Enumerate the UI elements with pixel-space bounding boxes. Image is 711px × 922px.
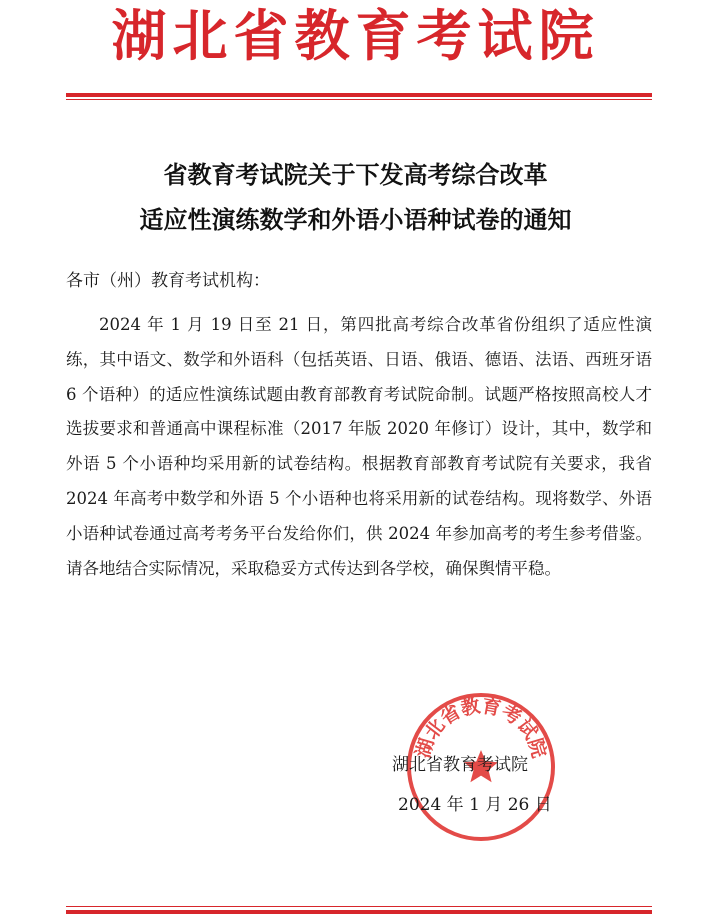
footer-rule-thin	[66, 906, 652, 907]
document-title-line-1: 省教育考试院关于下发高考综合改革	[163, 161, 548, 189]
issuer-letterhead: 湖北省教育考试院	[111, 4, 600, 68]
issue-date: 2024 年 1 月 26 日	[398, 795, 552, 815]
document-title-line-2: 适应性演练数学和外语小语种试卷的通知	[139, 206, 572, 234]
footer-rule-thick	[66, 910, 652, 914]
header-rule-thick	[66, 93, 652, 97]
salutation: 各市（州）教育考试机构：	[66, 271, 270, 291]
body-paragraph: 2024 年 1 月 19 日至 21 日，第四批高考综合改革省份组织了适应性演练，其中语文、数学和外语科（包括英语、日语、俄语、德语、法语、西班牙语 6 个语种）的适应性演练试题由教育部教育考试院命制。试题严格按照高校人才选拔要求和普通高中课程标准（2017 年版 2020 年修订）设计，其中，数学和外语 5 个小语种均采用新的试卷结构。根据教育部教育考试院有关要求，我省 2024 年高考中数学和外语 5 个小语种也将采用新的试卷结构。现将数学、外语小语种试卷通过高考考务平台发给你们，供 2024 年参加高考的考生参考借鉴。请各地结合实际情况，采取稳妥方式传达到各学校，确保舆情平稳。	[66, 315, 652, 578]
seal-text: 湖北省教育考试院	[412, 695, 550, 761]
issuer-signature: 湖北省教育考试院	[392, 755, 528, 775]
header-rule-thin	[66, 99, 652, 100]
